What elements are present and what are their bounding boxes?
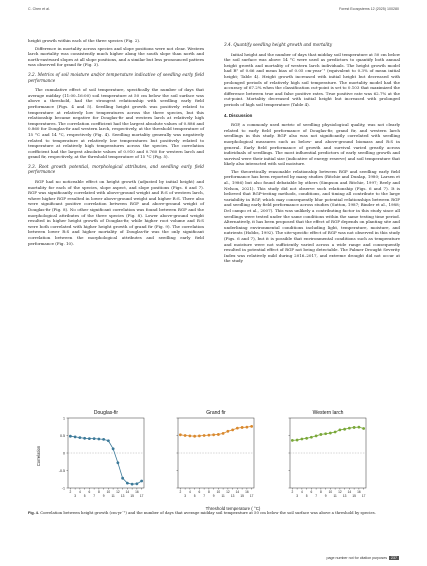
- x-tick-label: 14: [235, 490, 240, 494]
- paragraph: RGP had no noticeable effect on height growth (adjusted by initial height) and mortality for each of the species, slope aspect, and slope positions (Figs. 6 and 7). RGP was significantly correlated with above-ground weight and R:S of western larch, where higher RGP resulted in lower above-ground weight and higher R:S. There also were significant positive correlation between RGP and above-ground weight of Douglas-fir (Fig. 8). No other significant correlation was found between RGP and the morphological attributes of the three species (Fig. 8). Lower above-ground weight resulted in higher height growth of Douglas-fir, while higher root volume and R:S were both correlated with higher height growth of grand fir (Fig. 9). The correlation between lower R:S and higher mortality of Douglas-fir was the only significant correlation between the morphological attributes and seedling early field performance (Fig. 10).: [28, 179, 204, 246]
- x-tick-label: 16: [135, 490, 139, 494]
- data-point: [131, 483, 134, 486]
- x-tick-label: 15: [240, 494, 244, 498]
- x-tick-label: 4: [188, 490, 191, 494]
- x-tick-label: 17: [249, 494, 254, 498]
- data-point: [69, 435, 72, 438]
- left-column: [28, 38, 204, 248]
- x-tick-label: 5: [83, 494, 86, 498]
- x-tick-label: 3: [74, 494, 77, 498]
- series-line: [70, 436, 141, 484]
- header-journal: Forest Ecosystems 12 (2025) 100280: [339, 7, 399, 11]
- y-tick-label: 0: [63, 451, 65, 456]
- x-tick-label: 4: [78, 490, 81, 494]
- running-header: [28, 7, 399, 17]
- data-point: [362, 427, 365, 430]
- correlation-chart: [28, 404, 400, 514]
- data-point: [231, 429, 234, 432]
- data-point: [140, 480, 143, 483]
- x-tick-label: 3: [184, 494, 187, 498]
- footer-note: page number not for citation purposes: [326, 556, 387, 560]
- x-tick-label: 13: [120, 494, 125, 498]
- data-point: [203, 434, 206, 437]
- data-point: [74, 436, 77, 439]
- x-tick-label: 8: [207, 490, 210, 494]
- y-tick-label: -0.5: [58, 468, 65, 473]
- data-point: [324, 432, 327, 435]
- section-heading: 3.4. Quantify seedling height growth and mortality: [224, 42, 333, 47]
- caption-text: Correlation between height growth (cm·yr⁻¹) and the number of days that average midday soil temperature at 50 cm below the soil surface was above a threshold by species.: [40, 510, 376, 515]
- right-column: [224, 38, 400, 266]
- y-tick-label: -1: [61, 486, 65, 491]
- section-heading: 3.2. Metrics of soil moisture and/or temperature indicative of seedling early field performance: [28, 71, 204, 83]
- x-tick-label: 4: [300, 490, 303, 494]
- x-tick-label: 11: [221, 494, 225, 498]
- panel-title: Douglas-fir: [93, 410, 119, 416]
- header-authors: C. Chen et al.: [28, 7, 50, 11]
- x-tick-label: 15: [130, 494, 134, 498]
- data-point: [126, 482, 129, 485]
- data-point: [184, 434, 187, 437]
- data-point: [102, 438, 105, 441]
- paragraph: The cumulative effect of soil temperature, specifically the number of days that average midday (11:00–16:00) soil temperature at 50 cm below the soil surface was above a threshold, had the strongest relationship with seedling early field performance (Figs. 4 and 5). Seedling height growth was positively related to temperature at relatively low temperatures across the three species, but this relationship became negative for Douglas-fir and western larch at relatively high temperatures. The correlation coefficient had the largest absolute values of 0.886 and 0.860 for Douglas-fir and western larch, respectively, at the threshold temperature of 15 °C and 14 °C, respectively (Fig. 4). Seedling mortality generally was negatively related to temperature at relatively low temperatures but positively related to temperature at relatively high temperatures across the species. The correlation coefficient had the largest absolute values of 0.910 and 0.760 for western larch and grand fir, respectively, at the threshold temperature of 15 °C (Fig. 5).: [28, 87, 204, 160]
- data-point: [226, 430, 229, 433]
- x-tick-label: 12: [116, 490, 120, 494]
- data-point: [310, 436, 313, 439]
- data-point: [188, 434, 191, 437]
- data-point: [212, 433, 215, 436]
- x-tick-label: 14: [347, 490, 352, 494]
- data-point: [300, 438, 303, 441]
- paragraph: Difference in mortality across species and slope positions were not clear. Western larch mortality was consistently much higher along the south slope than north and north-eastward slopes at all slope positions, and a similar but less pronounced pattern was observed for grand fir (Fig. 3).: [28, 45, 204, 68]
- x-tick-label: 10: [216, 490, 221, 494]
- x-tick-label: 6: [310, 490, 313, 494]
- x-tick-label: 5: [305, 494, 308, 498]
- data-point: [245, 426, 248, 429]
- x-tick-label: 3: [296, 494, 299, 498]
- data-point: [83, 437, 86, 440]
- data-point: [207, 434, 210, 437]
- x-tick-label: 2: [69, 490, 72, 494]
- data-point: [338, 429, 341, 432]
- page-footer: [326, 556, 399, 560]
- data-point: [222, 432, 225, 435]
- data-point: [193, 435, 196, 438]
- data-point: [107, 439, 110, 442]
- figure-caption: [28, 510, 400, 516]
- figure-4: [28, 404, 400, 514]
- data-point: [116, 461, 119, 464]
- data-point: [319, 433, 322, 436]
- x-tick-label: 13: [342, 494, 347, 498]
- data-point: [217, 433, 220, 436]
- x-tick-label: 16: [357, 490, 361, 494]
- x-tick-label: 16: [245, 490, 249, 494]
- data-point: [296, 439, 299, 442]
- data-point: [78, 436, 81, 439]
- x-tick-label: 13: [230, 494, 235, 498]
- x-tick-label: 8: [97, 490, 100, 494]
- data-point: [348, 427, 351, 430]
- x-tick-label: 17: [361, 494, 366, 498]
- data-point: [88, 437, 91, 440]
- data-point: [357, 426, 360, 429]
- data-point: [198, 434, 201, 437]
- data-point: [315, 434, 318, 437]
- paragraph: height growth within each of the three species (Fig. 2).: [28, 38, 141, 43]
- x-tick-label: 11: [333, 494, 337, 498]
- x-tick-label: 9: [324, 494, 327, 498]
- paragraph: Initial height and the number of days that midday soil temperature at 50 cm below the soil surface was above 14 °C were used as predictors to quantify both annual height growth and mortality of western larch individuals. The height growth model had R² of 0.66 and mean bias of 0.05 cm·year⁻¹ (equivalent to 0.3% of mean initial height; Table 4). Height growth increased with initial height but decreased with prolonged periods of relatively high soil temperature. The mortality model had the accuracy of 67.2% when the classification cut-point is set to 0.103 that maximized the difference between true and false positive rates. True positive rate was 62.7% at the cut-point. Mortality decreased with initial height but increased with prolonged periods of high soil temperature (Table 4).: [224, 51, 400, 107]
- x-tick-label: 10: [328, 490, 333, 494]
- data-point: [97, 438, 100, 441]
- page-number: 237: [391, 556, 397, 560]
- x-tick-label: 11: [111, 494, 115, 498]
- panel-title: Grand fir: [206, 410, 226, 416]
- data-point: [291, 439, 294, 442]
- x-tick-label: 6: [198, 490, 201, 494]
- data-point: [343, 428, 346, 431]
- x-tick-label: 5: [193, 494, 196, 498]
- x-tick-label: 9: [102, 494, 105, 498]
- data-point: [353, 426, 356, 429]
- data-point: [241, 426, 244, 429]
- data-point: [329, 432, 332, 435]
- data-point: [305, 437, 308, 440]
- data-point: [334, 431, 337, 434]
- y-tick-label: 1: [63, 416, 65, 421]
- x-tick-label: 12: [226, 490, 230, 494]
- section-heading: 4. Discussion: [224, 112, 253, 118]
- section-heading: 3.3. Root growth potential, morphological attributes, and seedling early field performance: [28, 163, 204, 175]
- x-tick-label: 9: [212, 494, 215, 498]
- caption-label: Fig. 4.: [28, 511, 39, 515]
- x-tick-label: 14: [125, 490, 130, 494]
- panel-title: Western larch: [312, 410, 344, 416]
- x-tick-label: 6: [88, 490, 91, 494]
- x-tick-label: 7: [315, 494, 318, 498]
- paragraph: The theoretically reasonable relationship between RGP and seedling early field performance has been reported by many studies (Ritchie and Dunlap, 1980; Larsen et al., 1986) but also found debatable by others (Simpson and Ritchie, 1997; Reely and Nelson, 2021). This study did not observe such relationship (Figs. 6 and 7). It is believed that RGP-testing methods, conditions, and timing all contribute to the large variability in RGP, which may consequently blur potential relationships between RGP and seedling early field performance across studies (Sutton, 1987; Binder et al., 1988; Del campo et al., 2007). This was unlikely a contributing factor in this study since all seedlings were tested under the same conditions within the same testing time period. Alternatively, it has been proposed that the effect of RGP depends on planting site and underlining environmental conditions including light, temperature, moisture, and nutrients (Hobbs, 1992). The site-specific effect of RGP was not observed in this study (Figs. 6 and 7), but it is possible that environmental conditions such as temperature and moisture were not sufficiently varied across a wide range and consequently resulted in potential effect of RGP not being detectable. The Palmer Drought Severity Index was relatively mild during 2016–2017, and extreme drought did not occur at the study: [224, 168, 400, 264]
- x-tick-label: 7: [93, 494, 96, 498]
- x-tick-label: 17: [139, 494, 144, 498]
- x-tick-label: 2: [179, 490, 182, 494]
- y-axis-label: Correlation: [36, 445, 41, 467]
- x-tick-label: 15: [352, 494, 356, 498]
- x-tick-label: 10: [106, 490, 111, 494]
- data-point: [179, 433, 182, 436]
- paragraph: RGP, a commonly used metric of seedling physiological quality, was not clearly related to early field performance of Douglas-fir, grand fir, and western larch seedlings in this study. RGP also was not significantly correlated with seedling morphological measures such as below- and above-ground biomass and R:S in general. Early field performance of growth and survival varied greatly across individuals of seedlings. The most influential predictors of early seedling growth and survival were their initial size (indicative of energy reserve) and soil temperature that likely also interacted with soil moisture.: [224, 122, 400, 167]
- data-point: [121, 477, 124, 480]
- x-tick-label: 8: [319, 490, 322, 494]
- x-tick-label: 7: [203, 494, 206, 498]
- data-point: [250, 425, 253, 428]
- x-tick-label: 2: [291, 490, 294, 494]
- data-point: [112, 447, 115, 450]
- data-point: [236, 427, 239, 430]
- data-point: [93, 437, 96, 440]
- x-axis-label: Threshold temperature ( °C): [205, 506, 261, 511]
- data-point: [135, 482, 138, 485]
- x-tick-label: 12: [338, 490, 342, 494]
- y-tick-label: 0.5: [60, 433, 65, 438]
